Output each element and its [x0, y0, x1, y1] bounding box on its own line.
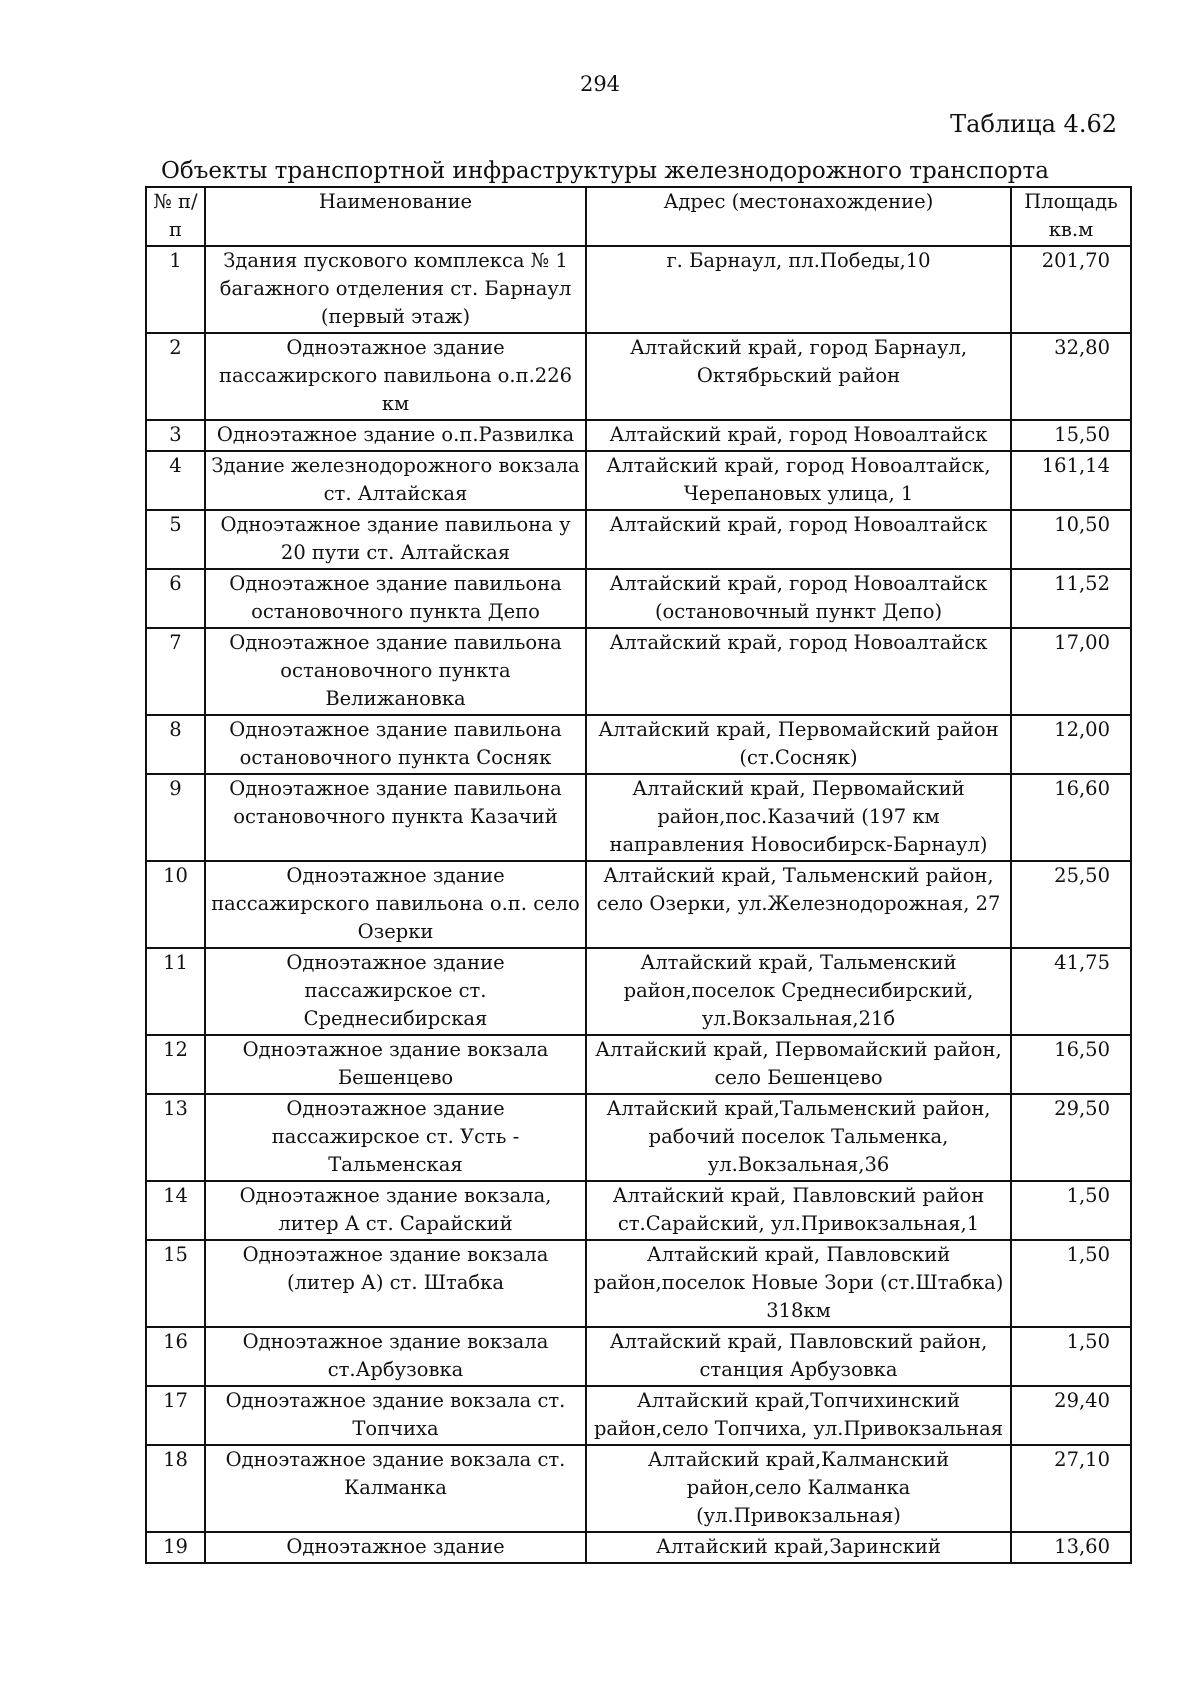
- cell-num: 4: [146, 451, 205, 510]
- table-row: [146, 1445, 1131, 1532]
- cell-address: Алтайский край,Топчихинский район,село Топчиха, ул.Привокзальная: [586, 1386, 1011, 1445]
- cell-num: 11: [146, 948, 205, 1035]
- cell-name: Одноэтажное здание пассажирского павильона о.п. село Озерки: [205, 861, 586, 948]
- cell-name: Одноэтажное здание павильона остановочного пункта Сосняк: [205, 715, 586, 774]
- cell-num: 18: [146, 1445, 205, 1532]
- cell-address: г. Барнаул, пл.Победы,10: [586, 246, 1011, 333]
- cell-area: 29,40: [1011, 1386, 1131, 1445]
- cell-area: 16,60: [1011, 774, 1131, 861]
- cell-num: 12: [146, 1035, 205, 1094]
- header-address: Адрес (местонахождение): [586, 187, 1011, 246]
- table-row: [146, 1035, 1131, 1094]
- cell-address: Алтайский край,Калманский район,село Калманка (ул.Привокзальная): [586, 1445, 1011, 1532]
- cell-address: Алтайский край, город Новоалтайск: [586, 510, 1011, 569]
- cell-name: Одноэтажное здание павильона остановочного пункта Депо: [205, 569, 586, 628]
- cell-area: 41,75: [1011, 948, 1131, 1035]
- cell-address: Алтайский край,Тальменский район, рабочий поселок Тальменка, ул.Вокзальная,36: [586, 1094, 1011, 1181]
- cell-num: 5: [146, 510, 205, 569]
- cell-area: 15,50: [1011, 420, 1131, 451]
- cell-name: Одноэтажное здание: [205, 1532, 586, 1563]
- cell-address: Алтайский край, Павловский район ст.Сарайский, ул.Привокзальная,1: [586, 1181, 1011, 1240]
- cell-address: Алтайский край, Павловский район,поселок Новые Зори (ст.Штабка) 318км: [586, 1240, 1011, 1327]
- table-row: [146, 1240, 1131, 1327]
- cell-area: 16,50: [1011, 1035, 1131, 1094]
- cell-num: 19: [146, 1532, 205, 1563]
- cell-num: 6: [146, 569, 205, 628]
- cell-area: 1,50: [1011, 1181, 1131, 1240]
- table-row: [146, 715, 1131, 774]
- table-row: [146, 774, 1131, 861]
- table-row: [146, 1094, 1131, 1181]
- cell-address: Алтайский край, Тальменский район,поселок Среднесибирский, ул.Вокзальная,21б: [586, 948, 1011, 1035]
- cell-address: Алтайский край, Павловский район, станция Арбузовка: [586, 1327, 1011, 1386]
- cell-address: Алтайский край, город Новоалтайск, Черепановых улица, 1: [586, 451, 1011, 510]
- table-body: [146, 187, 1131, 1563]
- cell-num: 1: [146, 246, 205, 333]
- cell-area: 161,14: [1011, 451, 1131, 510]
- header-name: Наименование: [205, 187, 586, 246]
- cell-name: Одноэтажное здание вокзала Бешенцево: [205, 1035, 586, 1094]
- cell-num: 15: [146, 1240, 205, 1327]
- cell-num: 16: [146, 1327, 205, 1386]
- table-header-row: [146, 187, 1131, 246]
- cell-area: 11,52: [1011, 569, 1131, 628]
- cell-name: Здание железнодорожного вокзала ст. Алтайская: [205, 451, 586, 510]
- cell-area: 27,10: [1011, 1445, 1131, 1532]
- cell-num: 3: [146, 420, 205, 451]
- cell-area: 25,50: [1011, 861, 1131, 948]
- table-row: [146, 1327, 1131, 1386]
- cell-area: 29,50: [1011, 1094, 1131, 1181]
- cell-area: 13,60: [1011, 1532, 1131, 1563]
- table-row: [146, 861, 1131, 948]
- cell-name: Одноэтажное здание павильона остановочного пункта Казачий: [205, 774, 586, 861]
- cell-name: Одноэтажное здание павильона остановочного пункта Велижановка: [205, 628, 586, 715]
- cell-num: 8: [146, 715, 205, 774]
- cell-name: Одноэтажное здание вокзала, литер А ст. Сарайский: [205, 1181, 586, 1240]
- table-row: [146, 569, 1131, 628]
- cell-address: Алтайский край, Первомайский район, село Бешенцево: [586, 1035, 1011, 1094]
- table-row: [146, 451, 1131, 510]
- cell-address: Алтайский край, Первомайский район,пос.Казачий (197 км направления Новосибирск-Барнаул): [586, 774, 1011, 861]
- table-row: [146, 948, 1131, 1035]
- table-row: [146, 510, 1131, 569]
- cell-name: Одноэтажное здание павильона у 20 пути ст. Алтайская: [205, 510, 586, 569]
- cell-num: 13: [146, 1094, 205, 1181]
- table-row: [146, 1181, 1131, 1240]
- cell-num: 17: [146, 1386, 205, 1445]
- cell-num: 2: [146, 333, 205, 420]
- cell-area: 1,50: [1011, 1240, 1131, 1327]
- table-row: [146, 628, 1131, 715]
- cell-name: Одноэтажное здание вокзала ст. Топчиха: [205, 1386, 586, 1445]
- cell-name: Одноэтажное здание пассажирское ст. Среднесибирская: [205, 948, 586, 1035]
- table-row: [146, 246, 1131, 333]
- table-row: [146, 1386, 1131, 1445]
- cell-area: 10,50: [1011, 510, 1131, 569]
- cell-address: Алтайский край, Первомайский район (ст.Сосняк): [586, 715, 1011, 774]
- cell-name: Одноэтажное здание пассажирское ст. Усть - Тальменская: [205, 1094, 586, 1181]
- cell-address: Алтайский край, Тальменский район, село Озерки, ул.Железнодорожная, 27: [586, 861, 1011, 948]
- table-label: Таблица 4.62: [950, 110, 1117, 138]
- cell-address: Алтайский край,Заринский: [586, 1532, 1011, 1563]
- cell-name: Одноэтажное здание пассажирского павильона о.п.226 км: [205, 333, 586, 420]
- table-caption: Объекты транспортной инфраструктуры железнодорожного транспорта: [161, 158, 1049, 184]
- cell-area: 1,50: [1011, 1327, 1131, 1386]
- page-number: 294: [579, 72, 621, 96]
- cell-name: Одноэтажное здание о.п.Развилка: [205, 420, 586, 451]
- cell-name: Одноэтажное здание вокзала ст. Калманка: [205, 1445, 586, 1532]
- table-row: [146, 1532, 1131, 1563]
- cell-name: Здания пускового комплекса № 1 багажного отделения ст. Барнаул (первый этаж): [205, 246, 586, 333]
- cell-num: 9: [146, 774, 205, 861]
- header-area: Площадь кв.м: [1011, 187, 1131, 246]
- cell-num: 7: [146, 628, 205, 715]
- cell-address: Алтайский край, город Барнаул, Октябрьский район: [586, 333, 1011, 420]
- cell-area: 17,00: [1011, 628, 1131, 715]
- cell-num: 10: [146, 861, 205, 948]
- cell-address: Алтайский край, город Новоалтайск: [586, 628, 1011, 715]
- cell-name: Одноэтажное здание вокзала (литер А) ст. Штабка: [205, 1240, 586, 1327]
- infrastructure-table: [145, 186, 1132, 1564]
- cell-area: 32,80: [1011, 333, 1131, 420]
- cell-name: Одноэтажное здание вокзала ст.Арбузовка: [205, 1327, 586, 1386]
- cell-area: 201,70: [1011, 246, 1131, 333]
- cell-num: 14: [146, 1181, 205, 1240]
- cell-address: Алтайский край, город Новоалтайск: [586, 420, 1011, 451]
- table-row: [146, 333, 1131, 420]
- cell-area: 12,00: [1011, 715, 1131, 774]
- cell-address: Алтайский край, город Новоалтайск (остановочный пункт Депо): [586, 569, 1011, 628]
- table-row: [146, 420, 1131, 451]
- header-num: № п/п: [146, 187, 205, 246]
